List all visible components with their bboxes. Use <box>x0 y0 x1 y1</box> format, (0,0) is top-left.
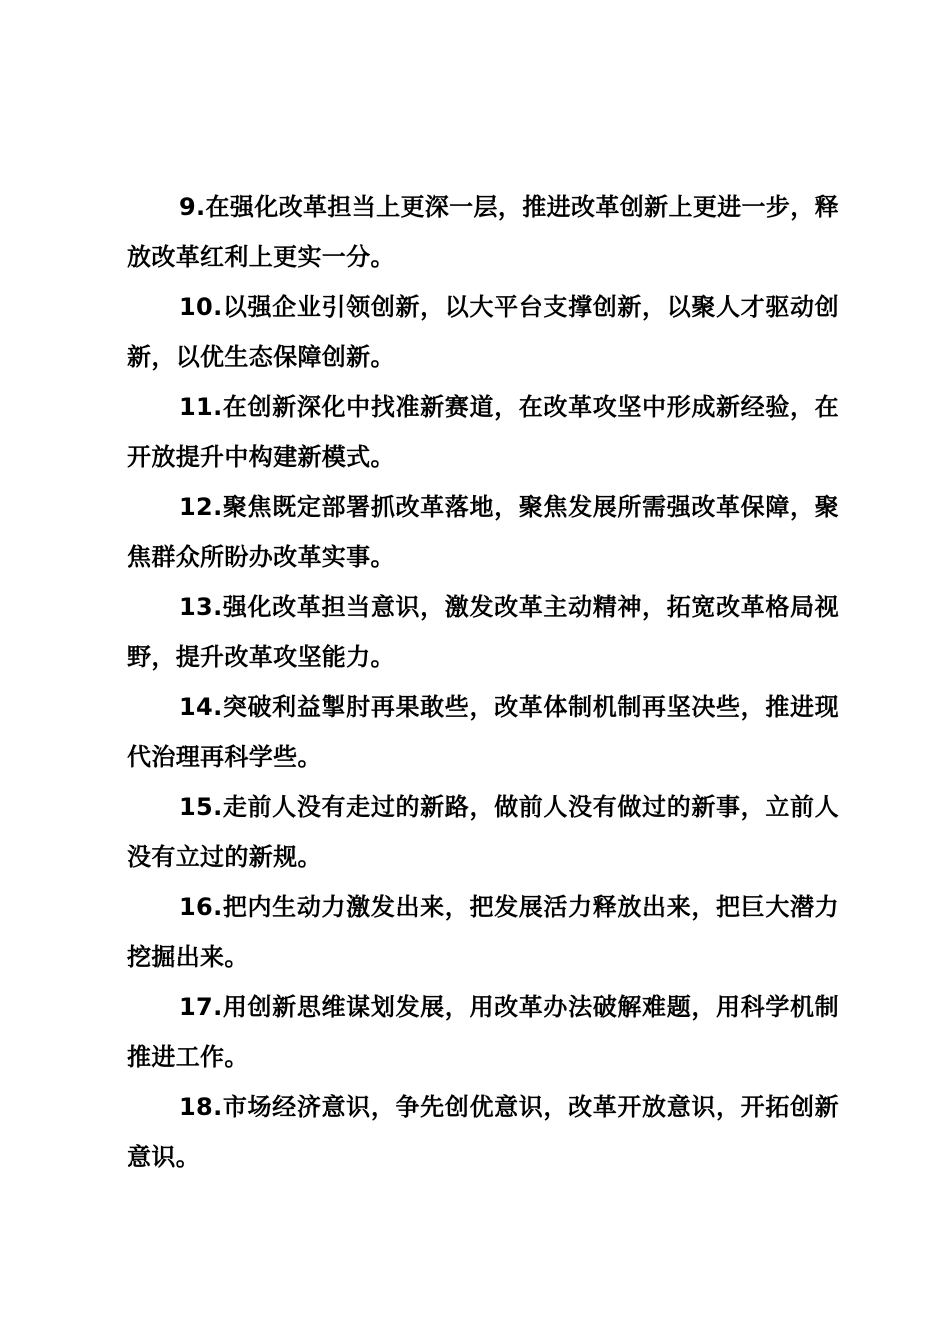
paragraph-17: 17.用创新思维谋划发展，用改革办法破解难题，用科学机制推进工作。 <box>127 993 839 1071</box>
paragraph-18: 18.市场经济意识，争先创优意识，改革开放意识，开拓创新意识。 <box>127 1093 839 1171</box>
paragraph-16: 16.把内生动力激发出来，把发展活力释放出来，把巨大潜力挖掘出来。 <box>127 893 839 971</box>
paragraph-10: 10.以强企业引领创新，以大平台支撑创新，以聚人才驱动创新，以优生态保障创新。 <box>127 293 839 371</box>
paragraph-14: 14.突破利益掣肘再果敢些，改革体制机制再坚决些，推进现代治理再科学些。 <box>127 693 839 771</box>
paragraph-9: 9.在强化改革担当上更深一层，推进改革创新上更进一步，释放改革红利上更实一分。 <box>127 193 839 271</box>
document-body <box>127 182 839 1182</box>
paragraph-12: 12.聚焦既定部署抓改革落地，聚焦发展所需强改革保障，聚焦群众所盼办改革实事。 <box>127 493 839 571</box>
paragraph-13: 13.强化改革担当意识，激发改革主动精神，拓宽改革格局视野，提升改革攻坚能力。 <box>127 593 839 671</box>
paragraph-11: 11.在创新深化中找准新赛道，在改革攻坚中形成新经验，在开放提升中构建新模式。 <box>127 393 839 471</box>
paragraph-15: 15.走前人没有走过的新路，做前人没有做过的新事，立前人没有立过的新规。 <box>127 793 839 871</box>
